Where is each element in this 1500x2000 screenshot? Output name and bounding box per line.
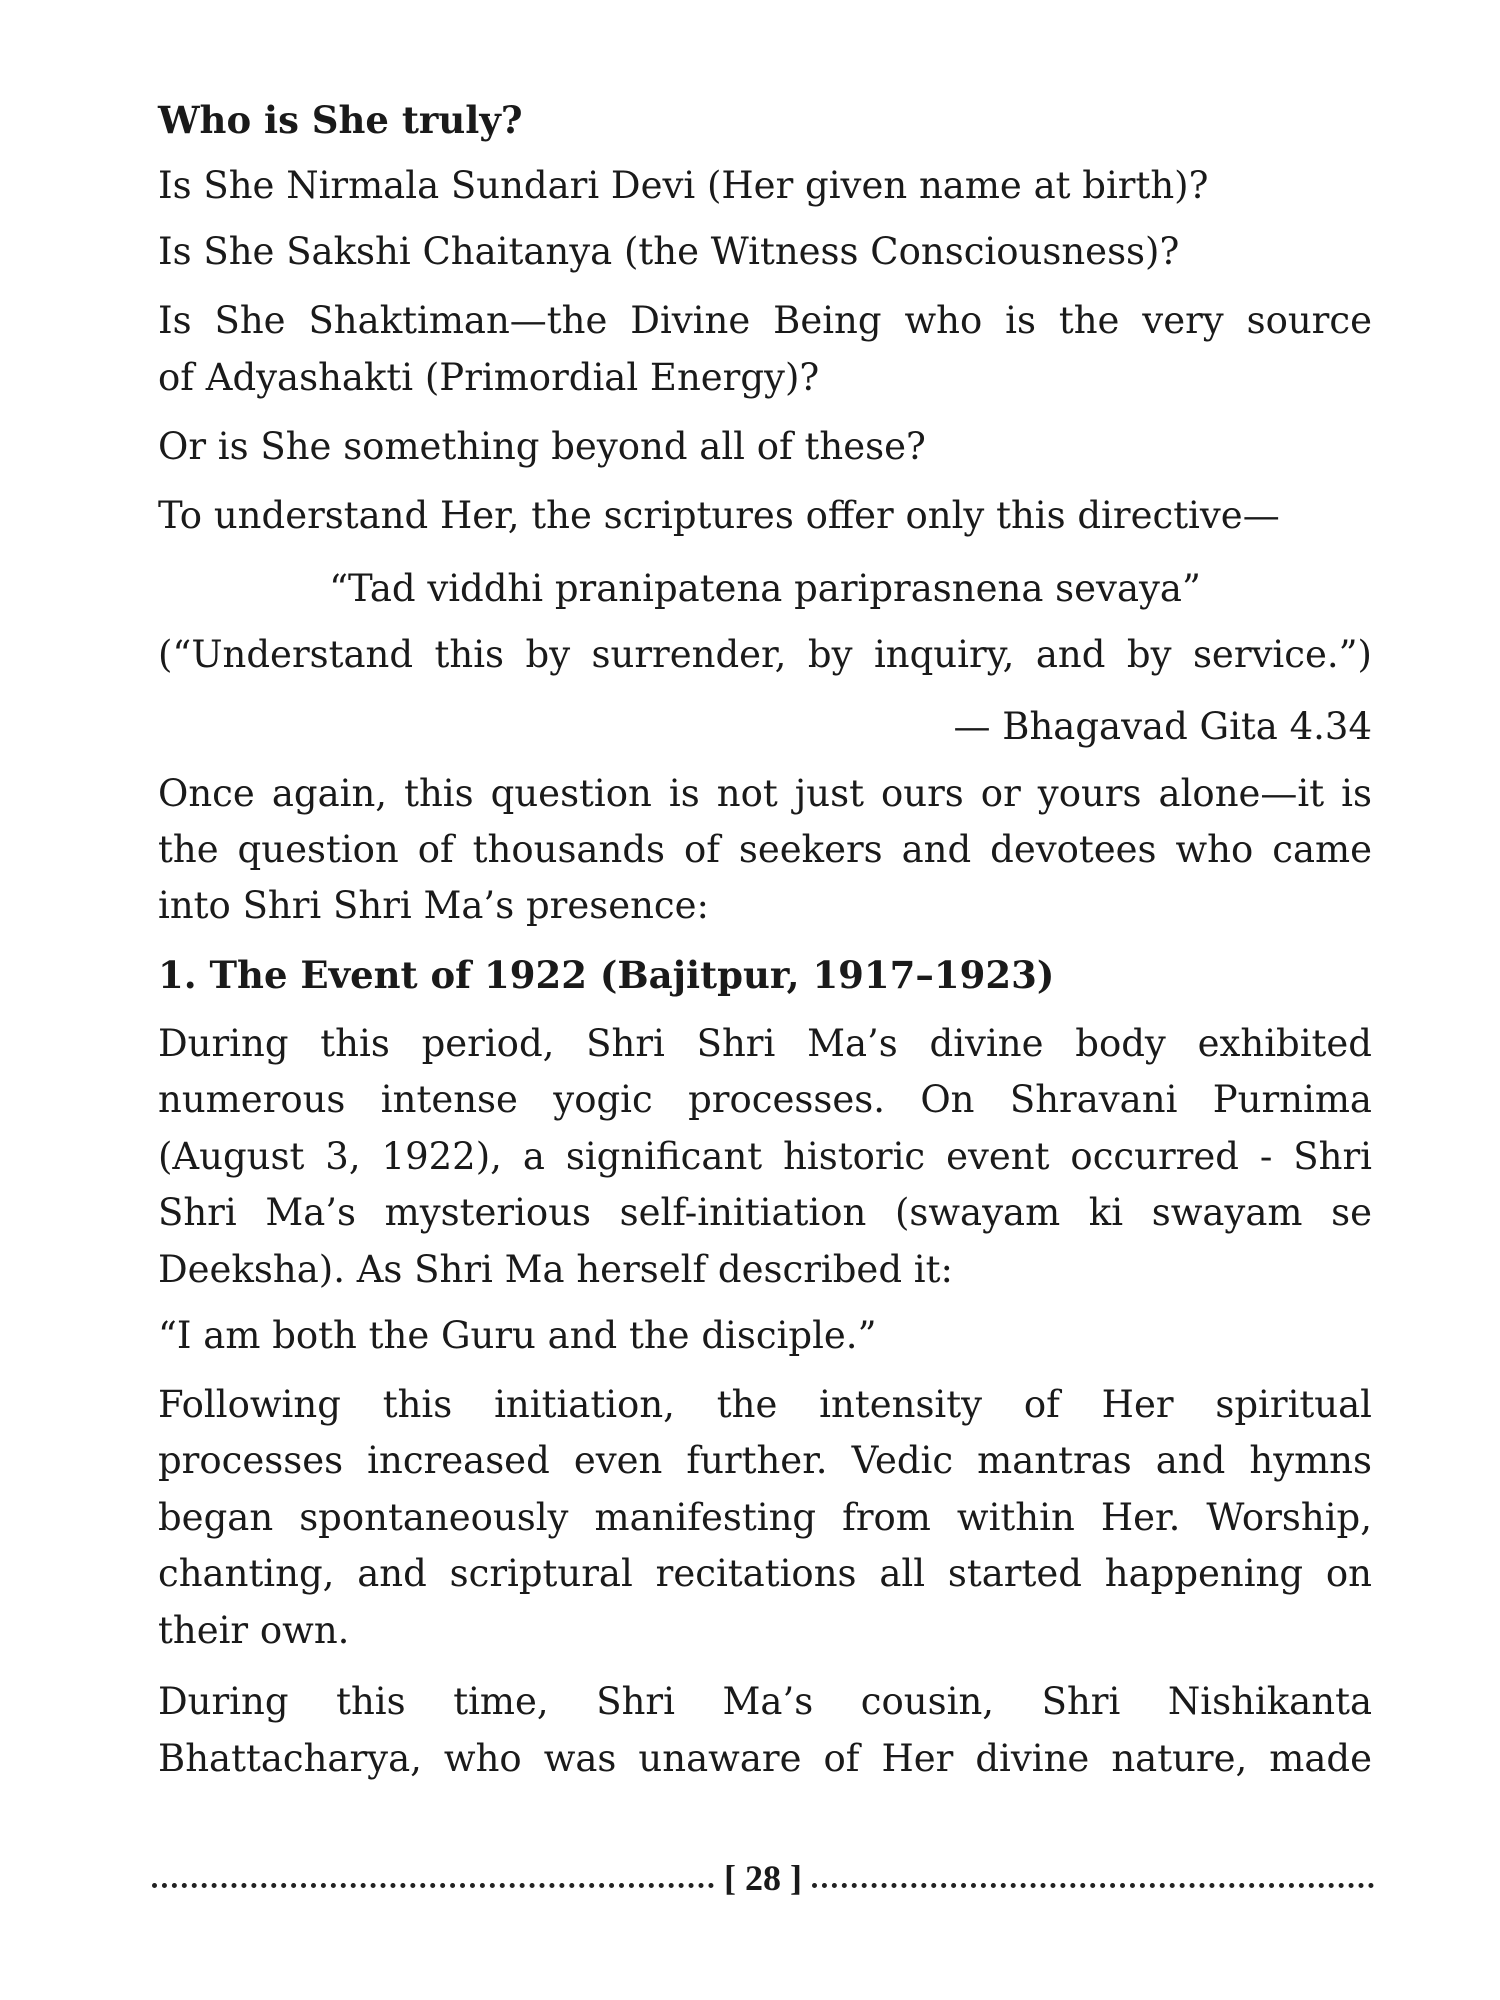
paragraph-line: began spontaneously manifesting from within Her. Worship,: [158, 1496, 1372, 1539]
verse-attribution: — Bhagavad Gita 4.34: [953, 705, 1372, 748]
paragraph-line: Bhattacharya, who was unaware of Her divine nature, made: [158, 1737, 1372, 1780]
question-line: Is She Sakshi Chaitanya (the Witness Consciousness)?: [158, 230, 1180, 273]
paragraph-line: (August 3, 1922), a significant historic event occurred - Shri: [158, 1135, 1372, 1178]
question-line: Is She Nirmala Sundari Devi (Her given name at birth)?: [158, 164, 1209, 207]
paragraph-line: Following this initiation, the intensity of Her spiritual: [158, 1383, 1372, 1426]
dotted-rule-left: [152, 1883, 714, 1888]
section-heading: 1. The Event of 1922 (Bajitpur, 1917–1923): [158, 953, 1055, 997]
page-number: [ 28 ]: [724, 1858, 802, 1898]
paragraph-line: During this period, Shri Shri Ma’s divine body exhibited: [158, 1022, 1372, 1065]
page-heading: Who is She truly?: [158, 98, 523, 142]
paragraph-line: numerous intense yogic processes. On Shravani Purnima: [158, 1078, 1372, 1121]
paragraph-line: Once again, this question is not just ours or yours alone—it is: [158, 772, 1372, 815]
paragraph-line: their own.: [158, 1609, 350, 1652]
paragraph-line: Deeksha). As Shri Ma herself described it:: [158, 1248, 953, 1291]
sanskrit-verse: “Tad viddhi pranipatena pariprasnena sevaya”: [329, 567, 1201, 610]
paragraph-line: into Shri Shri Ma’s presence:: [158, 884, 710, 927]
question-line: To understand Her, the scriptures offer only this directive—: [158, 494, 1280, 537]
page-footer: [152, 1858, 1374, 1898]
paragraph-line: Shri Ma’s mysterious self-initiation (swayam ki swayam se: [158, 1191, 1372, 1234]
verse-translation: (“Understand this by surrender, by inquiry, and by service.”): [158, 633, 1372, 676]
paragraph-line: chanting, and scriptural recitations all started happening on: [158, 1552, 1372, 1595]
paragraph-line: the question of thousands of seekers and devotees who came: [158, 828, 1372, 871]
quotation: “I am both the Guru and the disciple.”: [158, 1314, 877, 1357]
paragraph-line: processes increased even further. Vedic mantras and hymns: [158, 1439, 1372, 1482]
question-line: Or is She something beyond all of these?: [158, 425, 926, 468]
question-line: of Adyashakti (Primordial Energy)?: [158, 356, 820, 399]
question-line: Is She Shaktiman—the Divine Being who is the very source: [158, 299, 1372, 342]
paragraph-line: During this time, Shri Ma’s cousin, Shri Nishikanta: [158, 1680, 1372, 1723]
dotted-rule-right: [812, 1883, 1374, 1888]
